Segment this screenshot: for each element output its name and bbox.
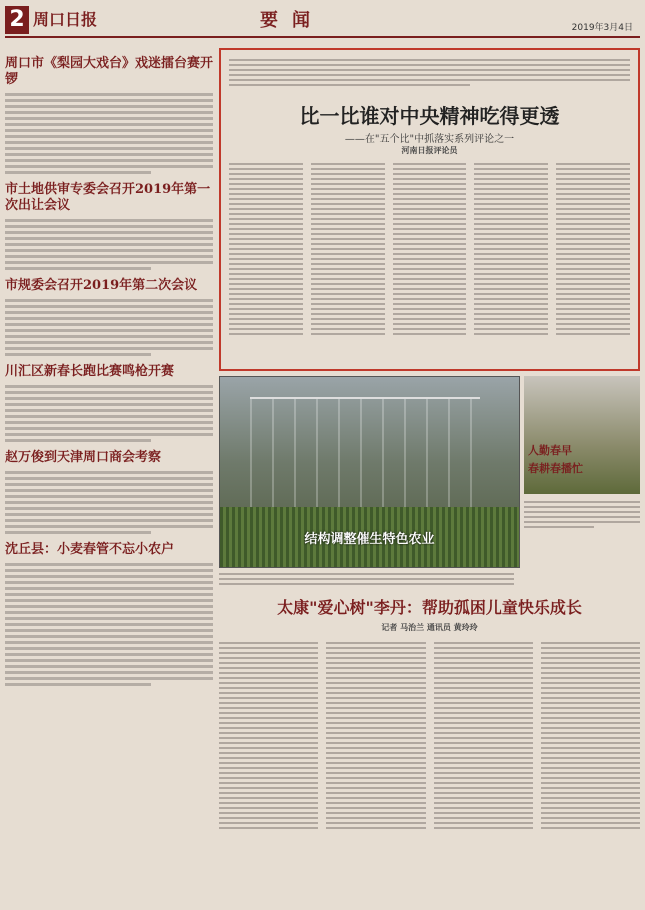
commentary-intro <box>229 56 630 89</box>
headline-4: 川汇区新春长跑比赛鸣枪开赛 <box>5 364 175 379</box>
greenhouse-photo <box>219 376 520 568</box>
photo-title: 结构调整催生特色农业 <box>304 532 435 547</box>
commentary-body <box>229 160 630 363</box>
story-title: 太康"爱心树"李丹：帮助孤困儿童快乐成长 <box>277 598 582 617</box>
article-body-5 <box>5 471 213 534</box>
article-body-6 <box>5 563 213 686</box>
headline-3: 市规委会召开2019年第二次会议 <box>5 278 198 293</box>
issue-date: 2019年3月4日 <box>571 23 633 33</box>
headline-2: 市土地供审专委会召开2019年第一次出让会议 <box>5 182 211 213</box>
story-byline: 记者 马治兰 通讯员 黄玲玲 <box>381 623 478 632</box>
header-rule <box>5 36 640 38</box>
headline-6: 沈丘县：小麦春管不忘小农户 <box>5 542 175 557</box>
greenhouse-frame <box>250 397 480 507</box>
commentary-subtitle: ——在"五个比"中抓落实系列评论之一 <box>344 134 515 145</box>
article-body-1 <box>5 93 213 174</box>
story-body <box>219 639 640 832</box>
farming-photo <box>524 376 640 494</box>
left-news-column <box>5 48 213 689</box>
headline-5: 赵万俊到天津周口商会考察 <box>5 450 162 465</box>
page-number: 2 <box>5 6 29 34</box>
side-photo-title-1: 人勤春早 <box>528 444 572 457</box>
feature-story <box>219 595 640 832</box>
page-header <box>0 0 645 44</box>
side-photo-title-2: 春耕春播忙 <box>528 462 583 475</box>
article-body-4 <box>5 385 213 442</box>
photo-caption <box>219 570 640 588</box>
commentary-title: 比一比谁对中央精神吃得更透 <box>299 104 560 128</box>
headline-1: 周口市《梨园大戏台》戏迷擂台赛开锣 <box>5 56 214 87</box>
article-body-2 <box>5 219 213 270</box>
side-photo-caption <box>524 498 640 531</box>
section-title: 要闻 <box>260 10 324 31</box>
featured-commentary <box>219 48 640 371</box>
article-body-3 <box>5 299 213 356</box>
commentary-author: 河南日报评论员 <box>401 146 458 155</box>
paper-name: 周口日报 <box>33 10 98 29</box>
